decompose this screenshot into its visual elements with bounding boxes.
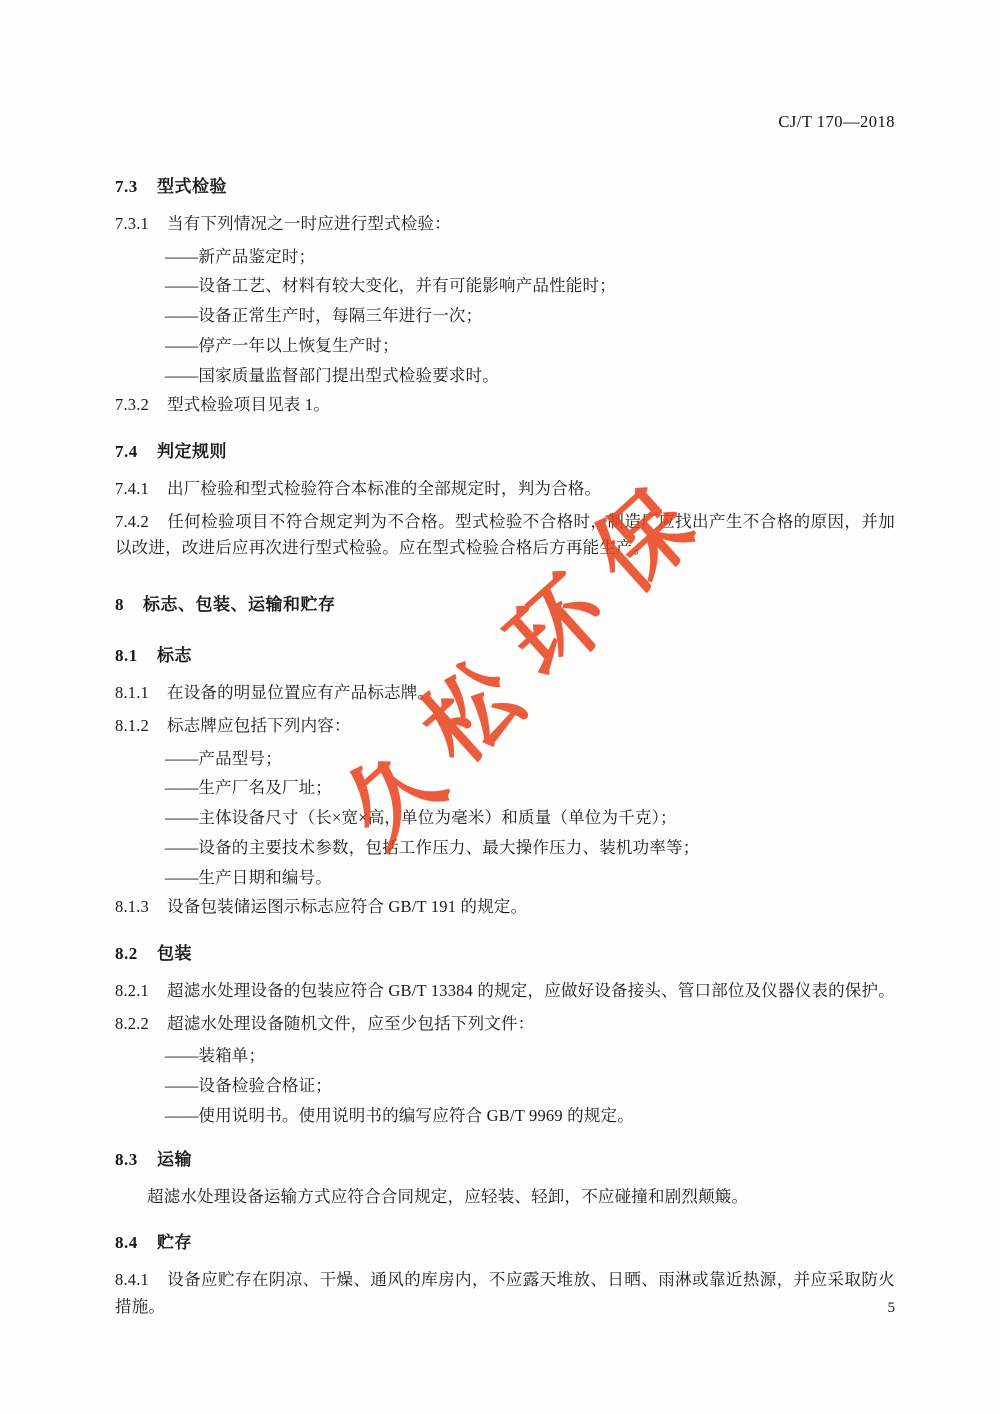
- clause-number: 8.1.1: [115, 683, 149, 703]
- clause-text: 在设备的明显位置应有产品标志牌。: [167, 683, 435, 703]
- list-item: ——设备的主要技术参数，包括工作压力、最大操作压力、装机功率等；: [165, 837, 700, 857]
- clause-8-2-2: [115, 1011, 895, 1038]
- clause-8-3-body: 超滤水处理设备运输方式应符合合同规定，应轻装、轻卸，不应碰撞和剧烈颠簸。: [147, 1186, 749, 1206]
- section-heading-8-2: [115, 939, 895, 964]
- clause-number: 8.1.2: [115, 715, 149, 735]
- heading-number: 7.3: [115, 177, 138, 196]
- spacer: [115, 1216, 895, 1228]
- list-item: ——使用说明书。使用说明书的编写应符合 GB/T 9969 的规定。: [165, 1105, 634, 1125]
- heading-title: 标志、包装、运输和贮存: [143, 595, 336, 615]
- heading-title: 标志: [157, 646, 192, 666]
- spacer: [115, 629, 895, 641]
- watermark-char: 保: [573, 471, 714, 613]
- page-header: [778, 112, 895, 132]
- clause-number: 7.3.2: [115, 395, 149, 415]
- clause-text: 超滤水处理设备的包装应符合 GB/T 13384 的规定，应做好设备接头、管口部位及仪器仪表的保护。: [167, 980, 895, 1000]
- list-item: ——装箱单；: [165, 1046, 266, 1066]
- section-heading-7-3: [115, 172, 895, 197]
- clause-number: 7.4.2: [115, 511, 149, 531]
- list-item: ——主体设备尺寸（长×宽×高，单位为毫米）和质量（单位为千克）；: [165, 808, 677, 828]
- page-content: [115, 0, 895, 1414]
- list-item: ——生产日期和编号。: [165, 867, 332, 887]
- heading-number: 8.3: [115, 1149, 138, 1169]
- clause-text: 设备包装储运图示标志应符合 GB/T 191 的规定。: [167, 897, 528, 917]
- section-heading-8-1: [115, 641, 895, 666]
- list-item: ——设备正常生产时，每隔三年进行一次；: [165, 306, 483, 326]
- standard-code: CJ/T 170—2018: [778, 112, 895, 131]
- clause-number: 8.4.1: [115, 1270, 149, 1290]
- document-body: [115, 172, 895, 1321]
- clause-text: 超滤水处理设备随机文件，应至少包括下列文件：: [167, 1013, 535, 1033]
- list-item: ——国家质量监督部门提出型式检验要求时。: [165, 365, 499, 385]
- list-item: ——生产厂名及厂址；: [165, 778, 332, 798]
- clause-text: 设备应贮存在阴凉、干燥、通风的库房内，不应露天堆放、日晒、雨淋或靠近热源，并应采取防火措施。: [115, 1270, 895, 1316]
- clause-8-4-1: [115, 1267, 895, 1320]
- clause-number: 7.4.1: [115, 479, 149, 499]
- heading-number: 8.4: [115, 1233, 138, 1253]
- spacer: [115, 927, 895, 939]
- section-heading-8-3: [115, 1145, 895, 1170]
- spacer: [115, 425, 895, 437]
- clause-text: 型式检验项目见表 1。: [167, 395, 331, 415]
- heading-title: 贮存: [157, 1233, 192, 1253]
- heading-title: 判定规则: [157, 442, 227, 462]
- clause-number: 7.3.1: [115, 214, 149, 233]
- heading-title: 运输: [157, 1149, 192, 1169]
- watermark-char: 久: [323, 725, 464, 867]
- section-heading-8-4: [115, 1228, 895, 1253]
- clause-8-1-2: [115, 713, 895, 740]
- list-item: ——新产品鉴定时；: [165, 246, 316, 266]
- spacer: [115, 1133, 895, 1145]
- clause-text: 标志牌应包括下列内容：: [167, 715, 351, 735]
- clause-text: 任何检验项目不符合规定判为不合格。型式检验不合格时，制造厂应找出产生不合格的原因，并加以改进，改进后应再次进行型式检验。应在型式检验合格后方再能生产。: [115, 511, 895, 558]
- clause-text: 出厂检验和型式检验符合本标准的全部规定时，判为合格。: [167, 479, 602, 499]
- list-item: ——停产一年以上恢复生产时；: [165, 335, 399, 355]
- heading-number: 8: [115, 595, 124, 615]
- clause-number: 8.2.2: [115, 1013, 149, 1033]
- clause-8-2-1: [115, 978, 895, 1005]
- clause-8-1-1: [115, 680, 895, 707]
- heading-number: 8.1: [115, 646, 138, 666]
- section-heading-8: [115, 590, 895, 615]
- section-heading-7-4: [115, 437, 895, 462]
- clause-number: 8.1.3: [115, 897, 149, 917]
- clause-number: 8.2.1: [115, 980, 149, 1000]
- clause-7-4-2: [115, 509, 895, 562]
- heading-number: 8.2: [115, 943, 138, 963]
- clause-text: 当有下列情况之一时应进行型式检验：: [167, 214, 451, 233]
- clause-7-3-2: [115, 392, 895, 419]
- clause-7-3-1: [115, 211, 895, 238]
- list-item: ——产品型号；: [165, 748, 282, 768]
- watermark-char: 松: [401, 643, 542, 785]
- heading-title: 型式检验: [157, 177, 227, 196]
- page-number: 5: [887, 1300, 895, 1316]
- spacer: [115, 568, 895, 590]
- clause-7-4-1: [115, 476, 895, 503]
- list-item: ——设备工艺、材料有较大变化，并有可能影响产品性能时；: [165, 276, 616, 296]
- clause-8-1-3: [115, 894, 895, 921]
- heading-number: 7.4: [115, 442, 138, 462]
- heading-title: 包装: [157, 943, 192, 963]
- list-item: ——设备检验合格证；: [165, 1076, 332, 1096]
- watermark-char: 环: [487, 557, 628, 699]
